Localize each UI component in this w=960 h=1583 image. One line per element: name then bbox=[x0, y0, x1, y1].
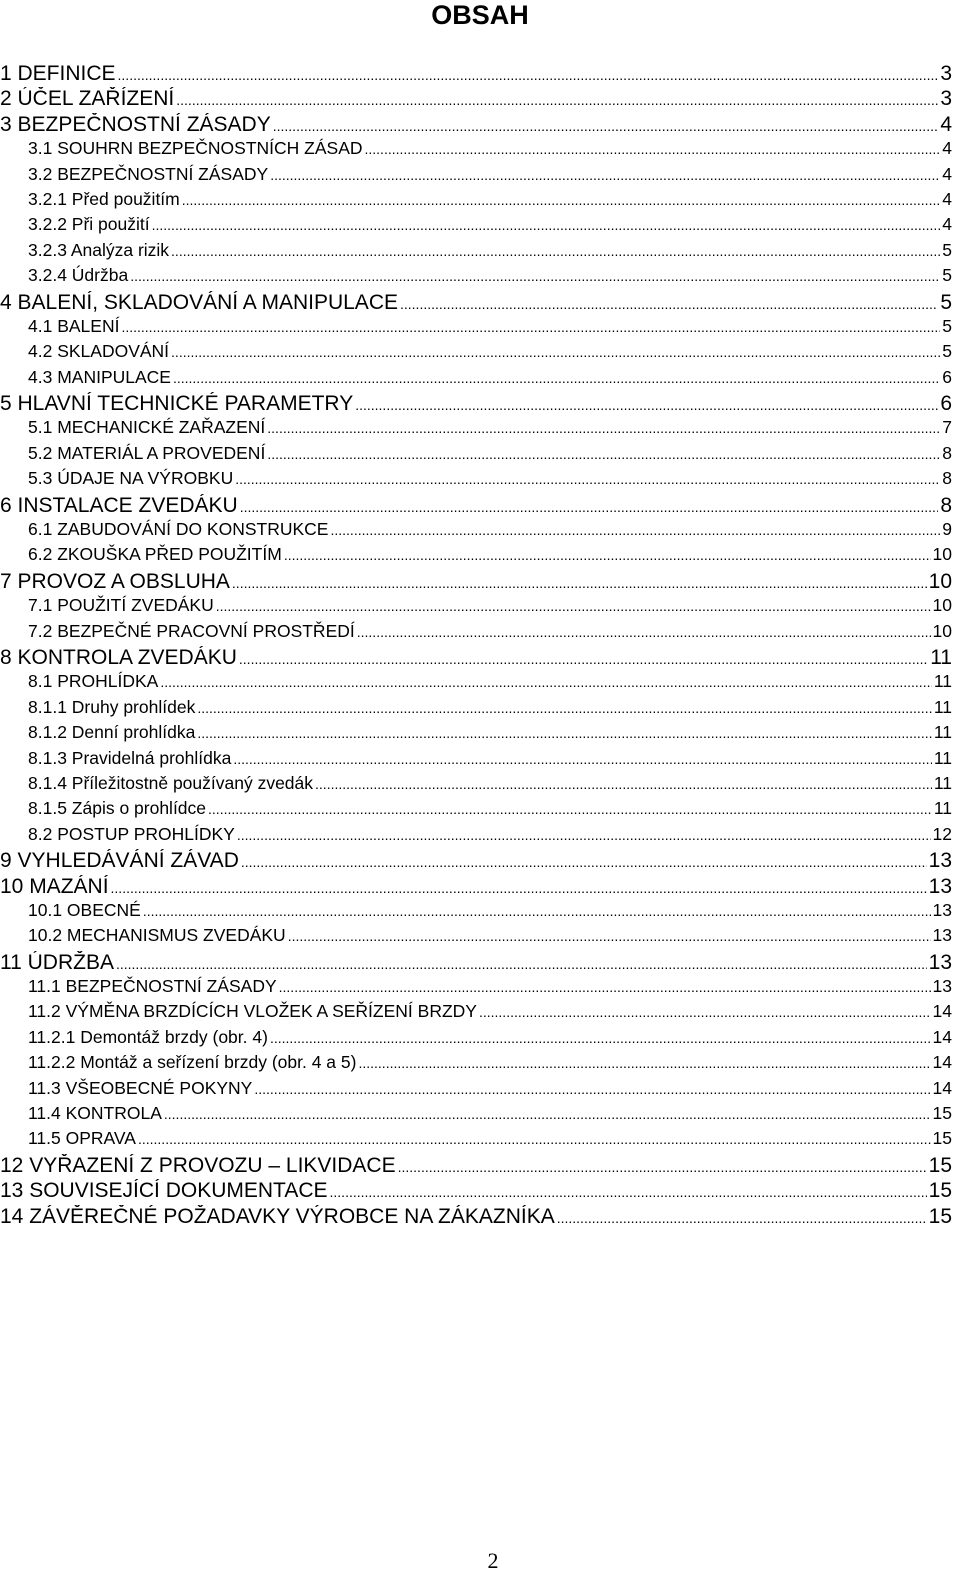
toc-entry[interactable] bbox=[0, 113, 952, 138]
toc-entry-title: 7 PROVOZ A OBSLUHA bbox=[0, 569, 230, 593]
toc-entry-page: 4 bbox=[942, 214, 952, 235]
toc-entry-title: 1 DEFINICE bbox=[0, 62, 116, 85]
toc-dot-leader bbox=[557, 1210, 927, 1226]
toc-entry-title: 11.3 VŠEOBECNÉ POKYNY bbox=[28, 1077, 253, 1098]
toc-entry-title: 8.1.5 Zápis o prohlídce bbox=[28, 798, 207, 819]
toc-entry[interactable] bbox=[0, 519, 952, 544]
toc-entry-title: 3.1 SOUHRN BEZPEČNOSTNÍCH ZÁSAD bbox=[28, 138, 363, 159]
toc-entry[interactable] bbox=[0, 722, 952, 747]
toc-entry[interactable] bbox=[0, 214, 952, 239]
toc-entry[interactable] bbox=[0, 1154, 952, 1179]
toc-entry[interactable] bbox=[0, 925, 952, 950]
toc-dot-leader bbox=[330, 522, 940, 538]
toc-dot-leader bbox=[232, 575, 927, 591]
toc-entry[interactable] bbox=[0, 570, 952, 595]
toc-entry-page: 13 bbox=[928, 950, 952, 974]
toc-entry-page: 11 bbox=[933, 722, 952, 743]
toc-dot-leader bbox=[254, 1081, 930, 1097]
toc-entry[interactable] bbox=[0, 316, 952, 341]
toc-entry-page: 5 bbox=[942, 239, 952, 260]
toc-dot-leader bbox=[164, 1106, 931, 1122]
toc-entry-page: 8 bbox=[942, 442, 952, 463]
toc-entry-page: 11 bbox=[930, 645, 952, 669]
toc-entry[interactable] bbox=[0, 1052, 952, 1077]
toc-entry-page: 10 bbox=[928, 569, 952, 593]
toc-dot-leader bbox=[143, 903, 931, 919]
toc-entry-page: 7 bbox=[942, 417, 952, 438]
toc-entry-page: 4 bbox=[942, 138, 952, 159]
toc-entry[interactable] bbox=[0, 621, 952, 646]
toc-dot-leader bbox=[197, 700, 932, 716]
toc-entry[interactable] bbox=[0, 875, 952, 900]
toc-entry-page: 13 bbox=[928, 874, 952, 898]
toc-entry-title: 10.1 OBECNÉ bbox=[28, 899, 141, 920]
toc-entry[interactable] bbox=[0, 341, 952, 366]
toc-entry-title: 11.2.1 Demontáž brzdy (obr. 4) bbox=[28, 1026, 268, 1047]
toc-entry[interactable] bbox=[0, 494, 952, 519]
toc-dot-leader bbox=[267, 446, 940, 462]
page-title: OBSAH bbox=[431, 0, 529, 30]
toc-dot-leader bbox=[240, 499, 939, 515]
toc-entry[interactable] bbox=[0, 240, 952, 265]
toc-entry-page: 8 bbox=[942, 468, 952, 489]
toc-entry-page: 14 bbox=[932, 1077, 952, 1098]
toc-entry[interactable] bbox=[0, 748, 952, 773]
toc-entry[interactable] bbox=[0, 1027, 952, 1052]
toc-entry[interactable] bbox=[0, 595, 952, 620]
toc-entry[interactable] bbox=[0, 392, 952, 417]
toc-entry-title: 6.2 ZKOUŠKA PŘED POUŽITÍM bbox=[28, 544, 282, 565]
toc-dot-leader bbox=[358, 1055, 930, 1071]
toc-dot-leader bbox=[237, 827, 931, 843]
toc-entry-title: 11.4 KONTROLA bbox=[28, 1103, 162, 1124]
toc-entry[interactable] bbox=[0, 951, 952, 976]
toc-entry-page: 11 bbox=[933, 747, 952, 768]
toc-dot-leader bbox=[235, 471, 940, 487]
page-number: 2 bbox=[487, 1548, 499, 1573]
toc-entry-page: 3 bbox=[940, 87, 952, 111]
toc-dot-leader bbox=[400, 296, 938, 312]
toc-entry-title: 14 ZÁVĚREČNÉ POŽADAVKY VÝROBCE NA ZÁKAZNÍKA bbox=[0, 1204, 555, 1228]
toc-dot-leader bbox=[216, 598, 931, 614]
toc-entry-title: 6.1 ZABUDOVÁNÍ DO KONSTRUKCE bbox=[28, 519, 329, 540]
toc-entry-title: 11.2.2 Montáž a seřízení brzdy (obr. 4 a 5) bbox=[28, 1052, 357, 1073]
toc-entry-title: 11.2 VÝMĚNA BRZDÍCÍCH VLOŽEK A SEŘÍZENÍ BRZDY bbox=[28, 1001, 477, 1022]
toc-dot-leader bbox=[355, 397, 938, 413]
toc-entry-page: 13 bbox=[932, 976, 952, 997]
toc-entry-page: 4 bbox=[942, 163, 952, 184]
toc-entry-page: 6 bbox=[942, 366, 952, 387]
toc-entry-page: 4 bbox=[940, 112, 952, 136]
toc-entry-title: 7.2 BEZPEČNÉ PRACOVNÍ PROSTŘEDÍ bbox=[28, 620, 355, 641]
toc-entry-page: 10 bbox=[932, 544, 952, 565]
toc-entry-title: 3.2.3 Analýza rizik bbox=[28, 239, 170, 260]
toc-dot-leader bbox=[208, 801, 932, 817]
toc-dot-leader bbox=[241, 854, 927, 870]
toc-entry-title: 3.2.1 Před použitím bbox=[28, 188, 180, 209]
toc-dot-leader bbox=[160, 674, 932, 690]
toc-entry[interactable] bbox=[0, 976, 952, 1001]
toc-entry-title: 8.1.3 Pravidelná prohlídka bbox=[28, 747, 232, 768]
toc-dot-leader bbox=[121, 319, 940, 335]
toc-dot-leader bbox=[284, 547, 931, 563]
toc-entry[interactable] bbox=[0, 849, 952, 874]
toc-entry-title: 11.5 OPRAVA bbox=[28, 1128, 136, 1149]
toc-entry-page: 13 bbox=[932, 925, 952, 946]
toc-entry[interactable] bbox=[0, 443, 952, 468]
toc-entry[interactable] bbox=[0, 697, 952, 722]
toc-entry-title: 9 VYHLEDÁVÁNÍ ZÁVAD bbox=[0, 849, 239, 873]
toc-entry-page: 10 bbox=[932, 595, 952, 616]
toc-entry-page: 15 bbox=[928, 1179, 952, 1203]
toc-entry-page: 15 bbox=[932, 1128, 952, 1149]
toc-entry[interactable] bbox=[0, 646, 952, 671]
toc-entry-page: 15 bbox=[932, 1103, 952, 1124]
toc-entry[interactable] bbox=[0, 798, 952, 823]
toc-entry[interactable] bbox=[0, 900, 952, 925]
toc-dot-leader bbox=[398, 1159, 927, 1175]
toc-entry-page: 5 bbox=[940, 290, 952, 314]
toc-entry-page: 13 bbox=[928, 849, 952, 873]
toc-entry[interactable] bbox=[0, 367, 952, 392]
toc-entry-page: 11 bbox=[933, 798, 952, 819]
toc-entry-page: 4 bbox=[942, 188, 952, 209]
toc-entry-title: 3.2.2 Při použití bbox=[28, 214, 150, 235]
table-of-contents bbox=[0, 62, 952, 1230]
toc-entry[interactable] bbox=[0, 291, 952, 316]
toc-dot-leader bbox=[288, 928, 931, 944]
toc-entry[interactable] bbox=[0, 1001, 952, 1026]
toc-entry-page: 3 bbox=[940, 62, 952, 85]
toc-entry-title: 10 MAZÁNÍ bbox=[0, 874, 109, 898]
toc-dot-leader bbox=[152, 217, 941, 233]
toc-dot-leader bbox=[357, 624, 931, 640]
toc-dot-leader bbox=[116, 956, 927, 972]
toc-entry-title: 3.2.4 Údržba bbox=[28, 265, 129, 286]
toc-entry-page: 5 bbox=[942, 315, 952, 336]
toc-dot-leader bbox=[330, 1184, 927, 1200]
toc-entry[interactable] bbox=[0, 824, 952, 849]
toc-entry[interactable] bbox=[0, 1078, 952, 1103]
toc-entry-title: 4.1 BALENÍ bbox=[28, 315, 120, 336]
toc-entry-page: 14 bbox=[932, 1052, 952, 1073]
toc-entry-page: 11 bbox=[933, 772, 952, 793]
toc-dot-leader bbox=[130, 268, 940, 284]
toc-dot-leader bbox=[239, 651, 928, 667]
toc-entry-title: 4 BALENÍ, SKLADOVÁNÍ A MANIPULACE bbox=[0, 290, 398, 314]
toc-entry-title: 2 ÚČEL ZAŘÍZENÍ bbox=[0, 87, 175, 111]
toc-dot-leader bbox=[182, 192, 941, 208]
toc-entry-title: 3.2 BEZPEČNOSTNÍ ZÁSADY bbox=[28, 163, 269, 184]
toc-dot-leader bbox=[197, 725, 931, 741]
toc-dot-leader bbox=[173, 370, 940, 386]
toc-entry-title: 12 VYŘAZENÍ Z PROVOZU – LIKVIDACE bbox=[0, 1153, 396, 1177]
toc-entry[interactable] bbox=[0, 87, 952, 112]
toc-entry-title: 5.1 MECHANICKÉ ZAŘAZENÍ bbox=[28, 417, 266, 438]
toc-dot-leader bbox=[176, 92, 938, 108]
toc-entry-title: 11.1 BEZPEČNOSTNÍ ZÁSADY bbox=[28, 976, 277, 997]
toc-entry[interactable] bbox=[0, 1205, 952, 1230]
toc-entry-title: 8.1 PROHLÍDKA bbox=[28, 671, 159, 692]
toc-entry[interactable] bbox=[0, 265, 952, 290]
toc-dot-leader bbox=[138, 1131, 931, 1147]
toc-entry-title: 3 BEZPEČNOSTNÍ ZÁSADY bbox=[0, 112, 271, 136]
toc-dot-leader bbox=[171, 344, 940, 360]
toc-entry-title: 4.3 MANIPULACE bbox=[28, 366, 171, 387]
toc-entry-title: 8.1.4 Příležitostně používaný zvedák bbox=[28, 772, 314, 793]
toc-entry-page: 10 bbox=[932, 620, 952, 641]
toc-entry-title: 8 KONTROLA ZVEDÁKU bbox=[0, 645, 237, 669]
toc-dot-leader bbox=[315, 776, 932, 792]
toc-entry-title: 6 INSTALACE ZVEDÁKU bbox=[0, 493, 238, 517]
toc-entry-page: 6 bbox=[940, 392, 952, 416]
toc-entry[interactable] bbox=[0, 1128, 952, 1153]
toc-entry-title: 4.2 SKLADOVÁNÍ bbox=[28, 341, 170, 362]
toc-entry-title: 8.2 POSTUP PROHLÍDKY bbox=[28, 823, 235, 844]
toc-entry-page: 14 bbox=[932, 1026, 952, 1047]
toc-entry-page: 11 bbox=[933, 671, 952, 692]
toc-entry[interactable] bbox=[0, 544, 952, 569]
toc-entry[interactable] bbox=[0, 468, 952, 493]
toc-entry-page: 9 bbox=[942, 519, 952, 540]
toc-entry-title: 5 HLAVNÍ TECHNICKÉ PARAMETRY bbox=[0, 392, 354, 416]
toc-dot-leader bbox=[171, 243, 940, 259]
toc-entry[interactable] bbox=[0, 138, 952, 163]
toc-entry-page: 11 bbox=[933, 696, 952, 717]
toc-entry[interactable] bbox=[0, 62, 952, 87]
toc-entry-title: 13 SOUVISEJÍCÍ DOKUMENTACE bbox=[0, 1179, 328, 1203]
toc-dot-leader bbox=[270, 1030, 931, 1046]
toc-entry-page: 12 bbox=[932, 823, 952, 844]
toc-entry[interactable] bbox=[0, 417, 952, 442]
toc-dot-leader bbox=[118, 67, 939, 83]
toc-dot-leader bbox=[233, 751, 932, 767]
toc-dot-leader bbox=[365, 141, 941, 157]
toc-entry-page: 15 bbox=[928, 1204, 952, 1228]
toc-dot-leader bbox=[270, 167, 940, 183]
toc-entry[interactable] bbox=[0, 671, 952, 696]
toc-dot-leader bbox=[111, 880, 927, 896]
toc-entry-page: 5 bbox=[942, 265, 952, 286]
toc-entry-title: 5.2 MATERIÁL A PROVEDENÍ bbox=[28, 442, 266, 463]
toc-dot-leader bbox=[273, 118, 939, 134]
toc-entry-title: 10.2 MECHANISMUS ZVEDÁKU bbox=[28, 925, 286, 946]
toc-dot-leader bbox=[267, 420, 940, 436]
toc-entry-title: 5.3 ÚDAJE NA VÝROBKU bbox=[28, 468, 234, 489]
toc-entry-title: 8.1.1 Druhy prohlídek bbox=[28, 696, 196, 717]
toc-entry[interactable] bbox=[0, 189, 952, 214]
toc-entry-page: 14 bbox=[932, 1001, 952, 1022]
toc-entry[interactable] bbox=[0, 164, 952, 189]
toc-entry-title: 7.1 POUŽITÍ ZVEDÁKU bbox=[28, 595, 214, 616]
toc-entry[interactable] bbox=[0, 1179, 952, 1204]
toc-entry-title: 11 ÚDRŽBA bbox=[0, 950, 114, 974]
toc-entry-page: 13 bbox=[932, 899, 952, 920]
toc-entry[interactable] bbox=[0, 1103, 952, 1128]
toc-entry-page: 5 bbox=[942, 341, 952, 362]
toc-entry[interactable] bbox=[0, 773, 952, 798]
toc-dot-leader bbox=[279, 979, 931, 995]
toc-entry-title: 8.1.2 Denní prohlídka bbox=[28, 722, 196, 743]
toc-entry-page: 15 bbox=[928, 1153, 952, 1177]
toc-dot-leader bbox=[479, 1004, 931, 1020]
toc-entry-page: 8 bbox=[940, 493, 952, 517]
